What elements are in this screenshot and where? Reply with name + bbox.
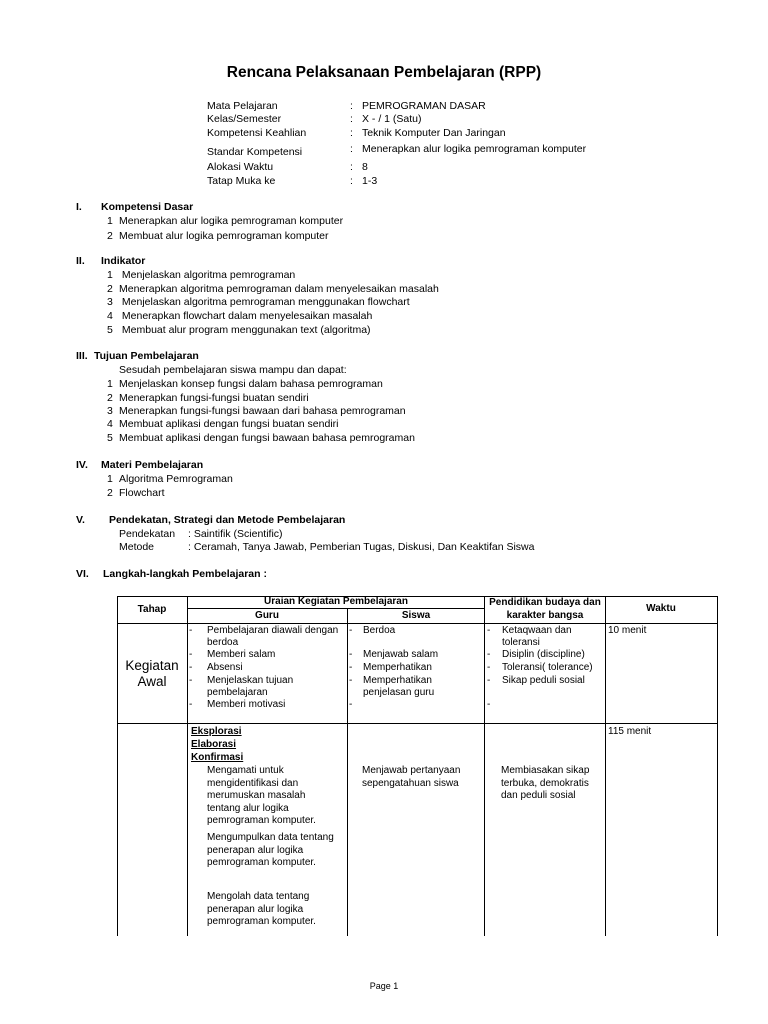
section-intro: Sesudah pembelajaran siswa mampu dan dapat: xyxy=(119,364,347,376)
info-colon: : xyxy=(350,143,353,155)
section-number: III. xyxy=(76,350,88,362)
list-item: 1 Algoritma Pemrograman xyxy=(107,473,233,485)
info-colon: : xyxy=(350,113,353,125)
list-item: 2 Menerapkan algoritma pemrograman dalam menyelesaikan masalah xyxy=(107,283,439,295)
pendekatan-label: Pendekatan xyxy=(119,528,176,540)
guru-activity-mengolah: Mengolah data tentang penerapan alur logika pemrograman komputer. xyxy=(207,891,316,927)
list-item: 2 Menerapkan fungsi-fungsi buatan sendiri xyxy=(107,392,309,404)
siswa-activity-inti: Menjawab pertanyaan sepengatahuan siswa xyxy=(362,765,461,789)
info-label: Alokasi Waktu xyxy=(207,161,274,173)
section-heading-langkah xyxy=(76,568,267,580)
info-label: Kelas/Semester xyxy=(207,113,282,125)
info-label: Kompetensi Keahlian xyxy=(207,127,307,139)
list-item: 5 Membuat alur program menggunakan text (algoritma) xyxy=(107,324,371,336)
section-title: Tujuan Pembelajaran xyxy=(94,350,199,362)
info-value: X - / 1 (Satu) xyxy=(362,113,422,125)
metode-value: : Ceramah, Tanya Jawab, Pemberian Tugas, Diskusi, Dan Keaktifan Siswa xyxy=(188,541,535,553)
header-tahap: Tahap xyxy=(137,604,167,615)
list-item: 2 Membuat alur logika pemrograman komputer xyxy=(107,230,329,242)
header-pendidikan: Pendidikan budaya dan karakter bangsa xyxy=(489,597,601,621)
header-siswa: Siswa xyxy=(401,610,431,621)
pendekatan-value: : Saintifik (Scientific) xyxy=(188,528,283,540)
section-number: VI. xyxy=(76,568,89,580)
info-colon: : xyxy=(350,100,353,112)
section-number: II. xyxy=(76,255,85,267)
list-item: 1 Menjelaskan konsep fungsi dalam bahasa pemrograman xyxy=(107,378,383,390)
list-item: 4 Menerapkan flowchart dalam menyelesaikan masalah xyxy=(107,310,373,322)
section-number: I. xyxy=(76,201,82,213)
label-konfirmasi: Konfirmasi xyxy=(191,752,244,763)
info-colon: : xyxy=(350,127,353,139)
waktu-inti: 115 menit xyxy=(608,726,652,737)
section-heading-materi xyxy=(76,459,203,471)
info-colon: : xyxy=(350,161,353,173)
section-title: Pendekatan, Strategi dan Metode Pembelajaran xyxy=(109,514,346,526)
list-item: 4 Membuat aplikasi dengan fungsi buatan sendiri xyxy=(107,418,339,430)
pendidikan-inti: Membiasakan sikap terbuka, demokratis dan peduli sosial xyxy=(501,765,590,801)
info-label: Mata Pelajaran xyxy=(207,100,278,112)
list-item: 3 Menerapkan fungsi-fungsi bawaan dari bahasa pemrograman xyxy=(107,405,406,417)
info-value: 1-3 xyxy=(362,175,378,187)
section-heading-indikator xyxy=(76,255,145,267)
info-value: PEMROGRAMAN DASAR xyxy=(362,100,486,112)
list-item: 1 Menjelaskan algoritma pemrograman xyxy=(107,269,296,281)
header-guru: Guru xyxy=(255,610,279,621)
document-title: Rencana Pelaksanaan Pembelajaran (RPP) xyxy=(226,64,542,81)
info-value: Teknik Komputer Dan Jaringan xyxy=(362,127,506,139)
list-item: 2 Flowchart xyxy=(107,487,165,499)
tahap-kegiatan-awal: Kegiatan Awal xyxy=(125,658,179,689)
section-title: Langkah-langkah Pembelajaran : xyxy=(103,568,267,580)
info-label: Standar Kompetensi xyxy=(207,146,303,158)
section-title: Kompetensi Dasar xyxy=(101,201,194,213)
list-item: 3 Menjelaskan algoritma pemrograman menggunakan flowchart xyxy=(107,296,410,308)
header-uraian: Uraian Kegiatan Pembelajaran xyxy=(264,596,408,607)
guru-activity-mengamati: Mengamati untuk mengidentifikasi dan merumuskan masalah tentang alur logika pemrograman komputer. xyxy=(207,765,316,826)
section-heading-tujuan-pembelajaran xyxy=(76,350,199,362)
waktu-awal: 10 menit xyxy=(608,625,647,636)
section-title: Materi Pembelajaran xyxy=(101,459,204,471)
info-label: Tatap Muka ke xyxy=(207,175,276,187)
section-heading-pendekatan xyxy=(76,514,345,526)
label-eksplorasi: Eksplorasi xyxy=(191,726,242,737)
info-value: Menerapkan alur logika pemrograman komputer xyxy=(362,143,587,155)
list-item: 1 Menerapkan alur logika pemrograman komputer xyxy=(107,215,344,227)
list-item: 5 Membuat aplikasi dengan fungsi bawaan bahasa pemrograman xyxy=(107,432,415,444)
info-colon: : xyxy=(350,175,353,187)
lesson-steps-table: Tahap Uraian Kegiatan Pembelajaran Guru Siswa Pendidikan budaya dan karakter bangsa Waktu Kegiatan Awal - Pembelajaran diawali dengan berdoa - Memberi salam - Absensi - Menjelaskan tujuan pembelajaran - Memberi motivasi - Berdoa - Menjawab salam - Memperhatikan - Memperhatikan penjelasan guru - - Ketaqwaan dan toleransi - Disiplin (discipline) - Toleransi( tolerance) - Sikap peduli sosial - 10 menit Eksplorasi Elaborasi Konfirmasi Mengamati untuk mengidentifikasi dan merumuskan masalah tentang alur logika pemrograman komputer. Mengumpulkan data tentang penerapan alur logika pemrograman komputer. Mengolah data tentang penerapan alur logika pemrograman komputer. Menjawab pertanyaan sepengatahuan siswa Membiasakan sikap terbuka, demokratis dan peduli sosial 115 menit xyxy=(117,596,718,936)
page-number: Page 1 xyxy=(369,981,399,991)
section-number: IV. xyxy=(76,459,88,471)
metode-label: Metode xyxy=(119,541,155,553)
label-elaborasi: Elaborasi xyxy=(191,739,237,750)
section-number: V. xyxy=(76,514,85,526)
header-waktu: Waktu xyxy=(646,603,676,614)
info-value: 8 xyxy=(362,161,368,173)
guru-activity-mengumpulkan: Mengumpulkan data tentang penerapan alur logika pemrograman komputer. xyxy=(207,832,334,868)
section-title: Indikator xyxy=(101,255,146,267)
section-heading-kompetensi-dasar xyxy=(76,201,193,213)
